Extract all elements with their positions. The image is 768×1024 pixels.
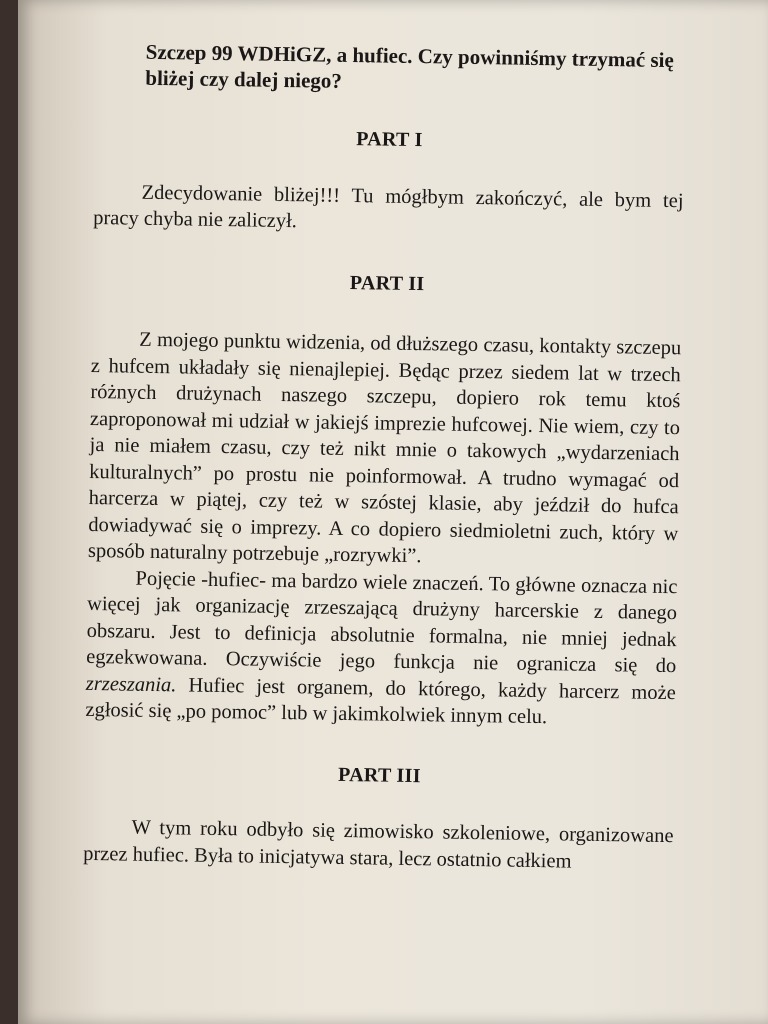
- paragraph-text: Hufiec jest organem, do którego, każdy harcerz może zgłosić się „po pomoc” lub w jakimkolwiek innym celu.: [85, 673, 676, 729]
- paragraph-part-1: Zdecydowanie bliżej!!! Tu mógłbym zakończyć, ale bym tej pracy chyba nie zaliczył.: [92, 181, 684, 233]
- section-heading-part-2: PART II: [349, 271, 425, 295]
- paper-page: [18, 0, 768, 1024]
- section-heading-part-1: PART I: [356, 128, 423, 152]
- document-title: Szczep 99 WDHiGZ, a hufiec. Czy powinniśmy trzymać się bliżej czy dalej niego?: [145, 39, 674, 93]
- paragraph-part-2-1: Z mojego punktu widzenia, od dłuższego czasu, kontakty szczepu z hufcem układały się nienajlepiej. Będąc przez siedem lat w trzech różnych drużynach naszego szczepu, dopiero rok temu ktoś zaproponował mi udział w jakiejś imprezie hufcowej. Nie wiem, czy to ja nie miałem czasu, czy też nikt mnie o takowych „wydarzeniach kulturalnych” po prostu nie poinformował. A trudno wymagać od harcerza w piątej, czy też w szóstej klasie, aby jeździł do hufca dowiadywać się o imprezy. A co dopiero siedmioletni zuch, który w sposób naturalny potrzebuje „rozrywki”.: [87, 328, 682, 568]
- paragraph-part-2-2: [85, 564, 677, 732]
- emphasized-word: zrzeszania.: [85, 672, 177, 696]
- paragraph-text: Pojęcie -hufiec- ma bardzo wiele znaczeń. To główne oznacza nic więcej jak organizację zrzeszającą drużyny harcerskie z danego obszaru. Jest to definicja absolutnie formalna, nie mniej jednak egzekwowana. Oczywiście jego funkcja nie ogranicza się do: [86, 567, 678, 678]
- document-body: [83, 38, 686, 876]
- section-heading-part-3: PART III: [337, 763, 421, 787]
- paragraph-part-3: W tym roku odbyło się zimowisko szkoleniowe, organizowane przez hufiec. Była to inicjatywa stara, lecz ostatnio całkiem: [83, 816, 674, 873]
